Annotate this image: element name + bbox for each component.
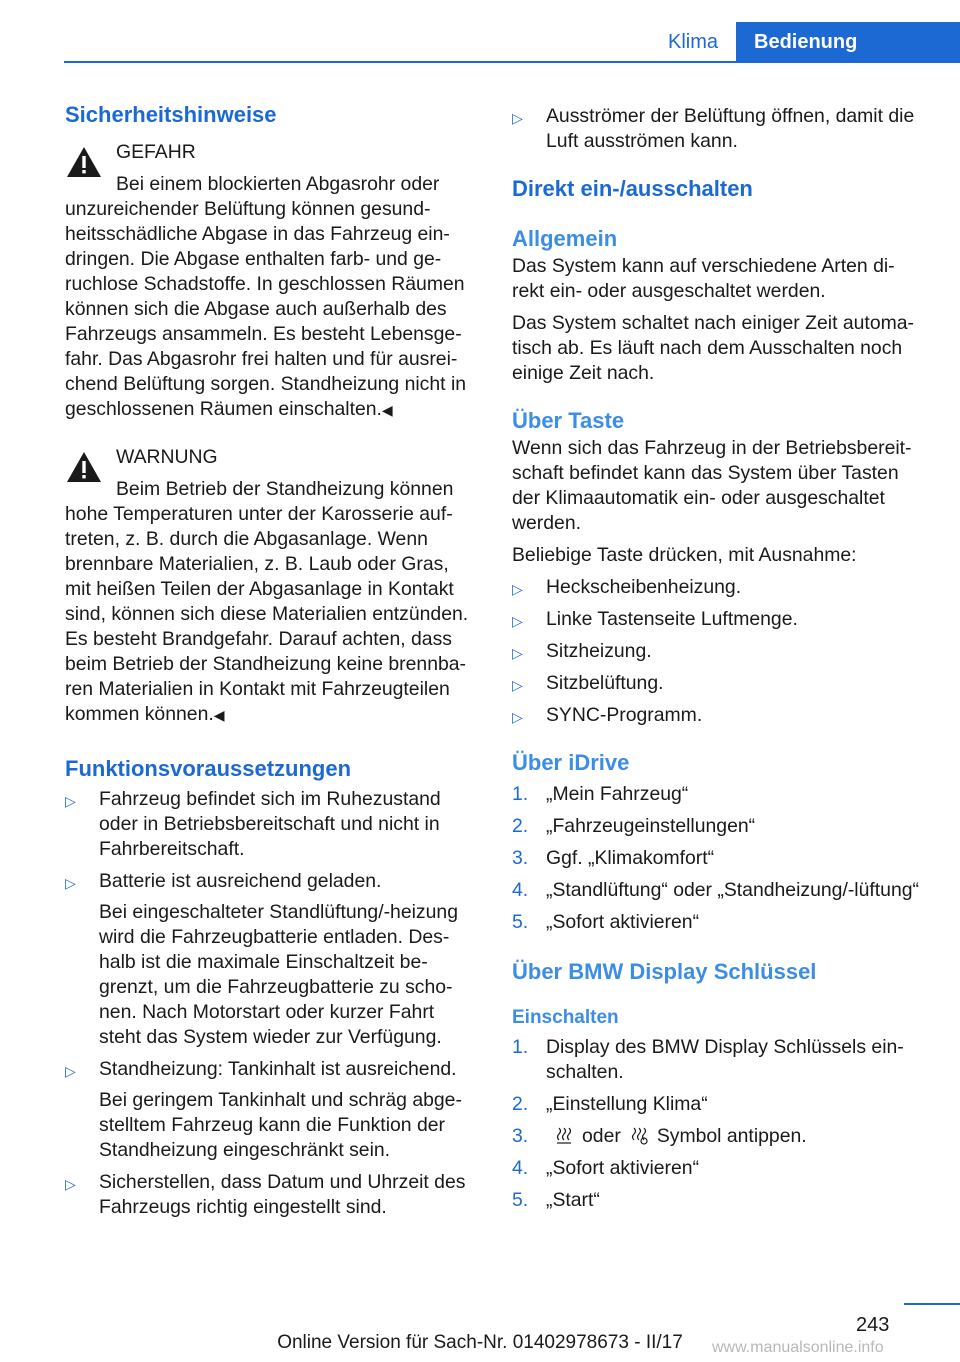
idrive-list — [512, 782, 926, 935]
list-item: ▷ Linke Tastenseite Luftmenge. — [512, 607, 926, 632]
subsection-title-allgemein: Allgemein — [512, 226, 618, 251]
list-item: 2. „Fahrzeugeinstellungen“ — [512, 815, 756, 837]
list-item: ▷ Batterie ist ausreichend geladen. Bei eingeschalteter Standlüftung/-heizung wird die Fahrzeugbatterie entladen. Des‐halb ist die maximale Einschaltzeit be‐grenzt, um die Fahrzeugbatterie zu scho‐nen. Nach Motorstart oder kurzer Fahrt steht das System wieder zur Verfügung. — [65, 869, 479, 1050]
list-item: 5. „Sofort aktivieren“ — [512, 911, 700, 933]
triangle-right-icon: ▷ — [512, 645, 523, 661]
list-item: 1. „Mein Fahrzeug“ — [512, 783, 689, 805]
subsubsection-title-einschalten: Einschalten — [512, 1007, 619, 1028]
list-item: ▷ Heckscheibenheizung. — [512, 575, 926, 600]
section-title-funktionsvoraussetzungen: Funktionsvoraussetzungen — [65, 756, 352, 781]
triangle-right-icon: ▷ — [512, 581, 523, 597]
triangle-right-icon: ▷ — [65, 1063, 76, 1079]
paragraph: Das System schaltet nach einiger Zeit automa‐tisch ab. Es läuft nach dem Ausschalten noch einige Zeit nach. — [512, 312, 914, 384]
triangle-right-icon: ▷ — [512, 110, 523, 126]
key-list — [512, 1035, 926, 1213]
warning-text-gefahr: Bei einem blockierten Abgasrohr oder unzureichender Belüftung können gesund‐heitsschädliche Abgase in das Fahrzeug ein‐dringen. Die Abgase enthalten farb- und ge‐ruchlose Schadstoffe. In geschlossen Räumen können sich die Abgase auch außerhalb des Fahrzeugs ansammeln. Es besteht Lebensge‐fahr. Das Abgasrohr frei halten und für ausrei‐chend Belüftung sorgen. Standheizung nicht in geschlossenen Räumen einschalten.◀ — [65, 173, 467, 420]
heater-icon — [554, 1125, 574, 1145]
list-item-sub: Bei eingeschalteter Standlüftung/-heizung wird die Fahrzeugbatterie entladen. Des‐halb ist die maximale Einschaltzeit be‐grenzt, um die Fahrzeugbatterie zu scho‐nen. Nach Motorstart oder kurzer Fahrt steht das System wieder zur Verfügung. — [99, 901, 458, 1048]
paragraph: Wenn sich das Fahrzeug in der Betriebsbereit‐schaft befindet kann das System über Tasten der Klimaautomatik ein- oder ausgeschaltet werden. — [512, 437, 912, 534]
subsection-title-taste: Über Taste — [512, 408, 625, 433]
watermark: www.manualsonline.info — [712, 1339, 884, 1356]
tab-bedienung[interactable]: Bedienung — [736, 22, 960, 62]
warning-triangle-icon — [65, 144, 103, 180]
warning-label-gefahr: GEFAHR — [116, 141, 196, 163]
header-divider — [64, 61, 960, 63]
warning-box-warnung — [65, 445, 479, 728]
list-item: ▷ Sicherstellen, dass Datum und Uhrzeit des Fahrzeugs richtig eingestellt sind. — [65, 1171, 466, 1218]
triangle-right-icon: ▷ — [65, 1176, 76, 1192]
list-item: ▷ Standheizung: Tankinhalt ist ausreichend. Bei geringem Tankinhalt und schräg abge‐stelltem Fahrzeug kann die Funktion der Standheizung eingeschränkt sein. — [65, 1057, 479, 1163]
warning-box-gefahr — [65, 140, 479, 423]
warning-text-warnung: Beim Betrieb der Standheizung können hohe Temperaturen unter der Karosserie auf‐treten, z. B. durch die Abgasanlage. Wenn brennbare Materialien, z. B. Laub oder Gras, mit heißen Teilen der Abgasanlage in Kontakt sind, können sich diese Materialien entzünden. Es besteht Brandgefahr. Darauf achten, dass beim Betrieb der Standheizung keine brennba‐ren Materialien in Kontakt mit Fahrzeugteilen kommen können.◀ — [65, 478, 469, 725]
list-item-sub: Bei geringem Tankinhalt und schräg abge‐stelltem Fahrzeug kann die Funktion der Standheizung eingeschränkt sein. — [99, 1089, 462, 1161]
page-number: 243 — [856, 1314, 890, 1336]
list-item: ▷ Fahrzeug befindet sich im Ruhezustand oder in Betriebsbereitschaft und nicht in Fahrbereitschaft. — [65, 788, 441, 860]
triangle-right-icon: ▷ — [65, 875, 76, 891]
list-item: 4. „Sofort aktivieren“ — [512, 1157, 700, 1179]
online-version-note: Online Version für Sach-Nr. 01402978673 - II/17 — [277, 1332, 683, 1353]
section-title-sicherheitshinweise: Sicherheitshinweise — [65, 102, 277, 127]
func-list — [65, 787, 479, 1220]
triangle-right-icon: ▷ — [512, 677, 523, 693]
end-mark: ◀ — [381, 402, 393, 418]
list-item: 2. „Einstellung Klima“ — [512, 1093, 708, 1115]
subsection-title-idrive: Über iDrive — [512, 750, 630, 775]
list-item: 3. Ggf. „Klimakomfort“ — [512, 847, 715, 869]
left-column — [65, 100, 479, 1220]
list-item: 5. „Start“ — [512, 1189, 600, 1211]
top-list — [512, 104, 926, 154]
section-title-direkt: Direkt ein-/ausschalten — [512, 176, 753, 201]
list-item: ▷ SYNC-Programm. — [512, 703, 926, 728]
list-item: 1. Display des BMW Display Schlüssels ein‐schalten. — [512, 1036, 904, 1083]
list-item: ▷ Ausströmer der Belüftung öffnen, damit die Luft ausströmen kann. — [512, 105, 915, 152]
triangle-right-icon: ▷ — [512, 613, 523, 629]
warning-triangle-icon — [65, 449, 103, 485]
subsection-title-display-key: Über BMW Display Schlüssel — [512, 959, 817, 984]
list-item: 3. oder Symbol antippen. — [512, 1125, 807, 1147]
footer-divider — [904, 1303, 960, 1305]
list-item: ▷ Sitzbelüftung. — [512, 671, 926, 696]
tab-klima[interactable]: Klima — [667, 31, 718, 53]
right-column — [512, 100, 926, 1213]
paragraph: Beliebige Taste drücken, mit Ausnahme: — [512, 544, 857, 566]
list-item: ▷ Sitzheizung. — [512, 639, 926, 664]
triangle-right-icon: ▷ — [512, 709, 523, 725]
triangle-right-icon: ▷ — [65, 793, 76, 809]
taste-list — [512, 575, 926, 728]
list-item: 4. „Standlüftung“ oder „Standheizung/-lüftung“ — [512, 879, 919, 901]
fan-icon — [629, 1125, 649, 1145]
end-mark: ◀ — [213, 707, 225, 723]
paragraph: Das System kann auf verschiedene Arten di‐rekt ein- oder ausgeschaltet werden. — [512, 255, 895, 302]
header-bar — [0, 0, 960, 62]
warning-label-warnung: WARNUNG — [116, 446, 218, 468]
